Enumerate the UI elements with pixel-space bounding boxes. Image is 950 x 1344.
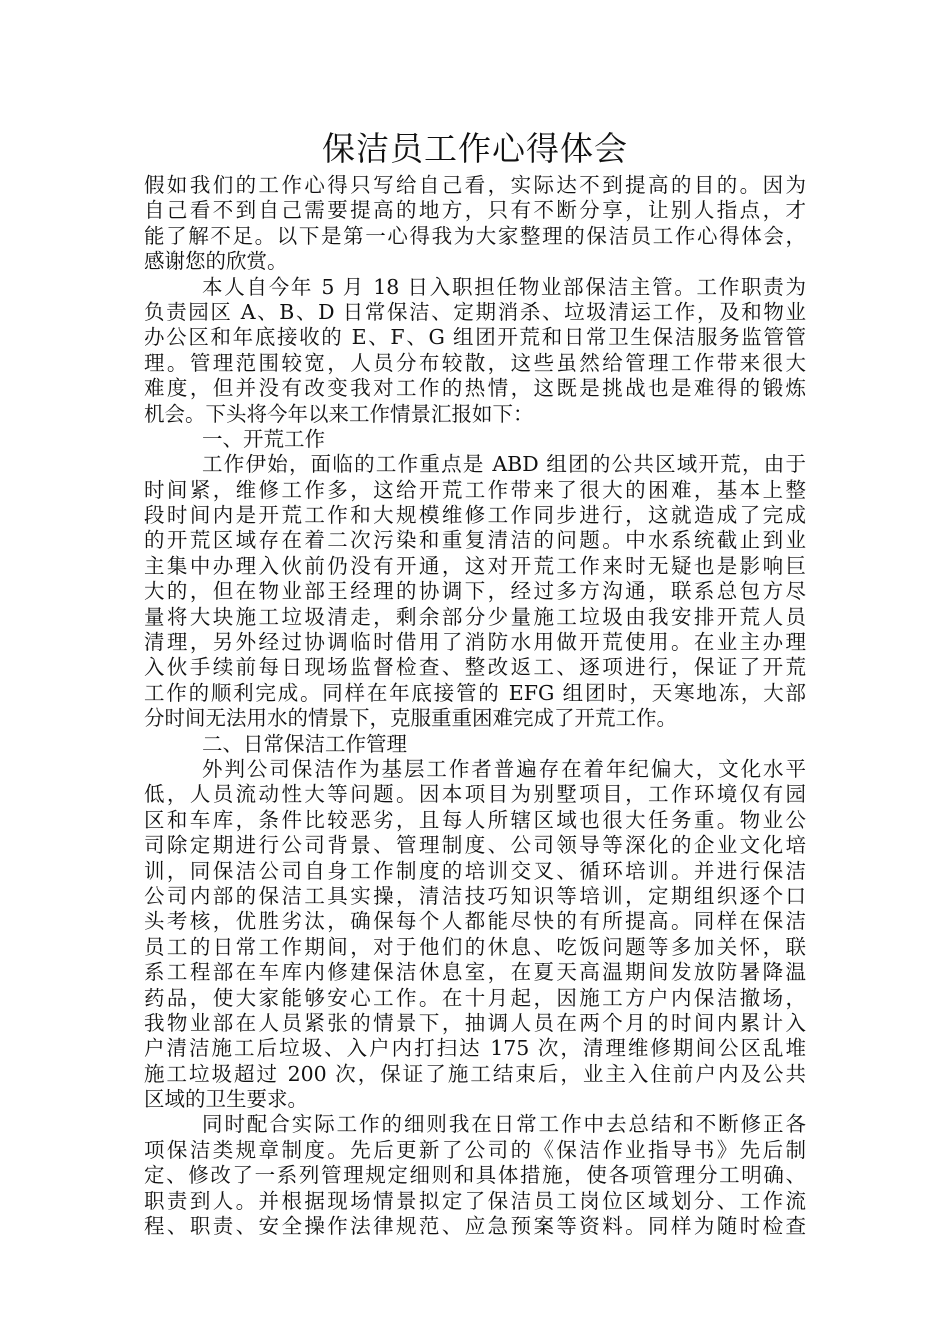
text-line: 训，同保洁公司自身工作制度的培训交叉、循环培训。并进行保洁: [144, 858, 806, 883]
text-line: 程、职责、安全操作法律规范、应急预案等资料。同样为随时检查: [144, 1214, 806, 1239]
text-line: 同时配合实际工作的细则我在日常工作中去总结和不断修正各: [202, 1112, 806, 1137]
text-line: 公司内部的保洁工具实操，清洁技巧知识等培训，定期组织逐个口: [144, 883, 806, 908]
text-line: 机会。下头将今年以来工作情景汇报如下：: [144, 401, 534, 426]
text-line: 主集中办理入伙前仍没有开通，这对开荒工作来时无疑也是影响巨: [144, 553, 806, 578]
text-line: 入伙手续前每日现场监督检查、整改返工、逐项进行，保证了开荒: [144, 655, 806, 680]
text-line: 头考核，优胜劣汰，确保每个人都能尽快的有所提高。同样在保洁: [144, 909, 806, 934]
text-line: 分时间无法用水的情景下，克服重重困难完成了开荒工作。: [144, 706, 677, 731]
text-line: 区和车库，条件比较恶劣，且每人所辖区域也很大任务重。物业公: [144, 807, 806, 832]
text-line: 员工的日常工作期间，对于他们的休息、吃饭问题等多加关怀，联: [144, 934, 806, 959]
text-line: 感谢您的欣赏。: [144, 249, 288, 274]
text-line: 清理，另外经过协调临时借用了消防水用做开荒使用。在业主办理: [144, 630, 806, 655]
text-line: 工作的顺利完成。同样在年底接管的 EFG 组团时，天寒地冻，大部: [144, 680, 806, 705]
text-line: 量将大块施工垃圾清走，剩余部分少量施工垃圾由我安排开荒人员: [144, 604, 806, 629]
text-line: 大的，但在物业部王经理的协调下，经过多方沟通，联系总包方尽: [144, 579, 806, 604]
text-line: 难度，但并没有改变我对工作的热情，这既是挑战也是难得的锻炼: [144, 376, 806, 401]
text-line: 理。管理范围较宽，人员分布较散，这些虽然给管理工作带来很大: [144, 350, 806, 375]
text-line: 本人自今年 5 月 18 日入职担任物业部保洁主管。工作职责为: [202, 274, 806, 299]
text-line: 职责到人。并根据现场情景拟定了保洁员工岗位区域划分、工作流: [144, 1188, 806, 1213]
text-line: 区域的卫生要求。: [144, 1087, 308, 1112]
document-title: 保洁员工作心得体会: [322, 129, 628, 168]
text-line: 一、开荒工作: [202, 426, 325, 451]
text-line: 项保洁类规章制度。先后更新了公司的《保洁作业指导书》先后制: [144, 1137, 806, 1162]
document-body: [144, 173, 806, 1239]
text-line: 假如我们的工作心得只写给自己看，实际达不到提高的目的。因为: [144, 173, 806, 197]
text-line: 能了解不足。以下是第一心得我为大家整理的保洁员工作心得体会，: [144, 223, 806, 248]
text-line: 我物业部在人员紧张的情景下，抽调人员在两个月的时间内累计入: [144, 1010, 806, 1035]
text-line: 段时间内是开荒工作和大规模维修工作同步进行，这就造成了完成: [144, 503, 806, 528]
text-line: 的开荒区域存在着二次污染和重复清洁的问题。中水系统截止到业: [144, 528, 806, 553]
text-line: 二、日常保洁工作管理: [202, 731, 407, 756]
text-line: 系工程部在车库内修建保洁休息室，在夏天高温期间发放防暑降温: [144, 960, 806, 985]
text-line: 施工垃圾超过 200 次，保证了施工结束后，业主入住前户内及公共: [144, 1061, 806, 1086]
text-line: 工作伊始，面临的工作重点是 ABD 组团的公共区域开荒，由于: [202, 452, 806, 477]
text-line: 时间紧，维修工作多，这给开荒工作带来了很大的困难，基本上整: [144, 477, 806, 502]
text-line: 自己看不到自己需要提高的地方，只有不断分享，让别人指点，才: [144, 198, 806, 223]
text-line: 定、修改了一系列管理规定细则和具体措施，使各项管理分工明确、: [144, 1163, 806, 1188]
text-line: 户清洁施工后垃圾、入户内打扫达 175 次，清理维修期间公区乱堆: [144, 1036, 806, 1061]
text-line: 低，人员流动性大等问题。因本项目为别墅项目，工作环境仅有园: [144, 782, 806, 807]
text-line: 办公区和年底接收的 E、F、G 组团开荒和日常卫生保洁服务监管管: [144, 325, 806, 350]
text-line: 外判公司保洁作为基层工作者普遍存在着年纪偏大，文化水平: [202, 756, 806, 781]
text-line: 司除定期进行公司背景、管理制度、公司领导等深化的企业文化培: [144, 833, 806, 858]
text-line: 负责园区 A、B、D 日常保洁、定期消杀、垃圾清运工作，及和物业: [144, 299, 806, 324]
text-line: 药品，使大家能够安心工作。在十月起，因施工方户内保洁撤场，: [144, 985, 806, 1010]
